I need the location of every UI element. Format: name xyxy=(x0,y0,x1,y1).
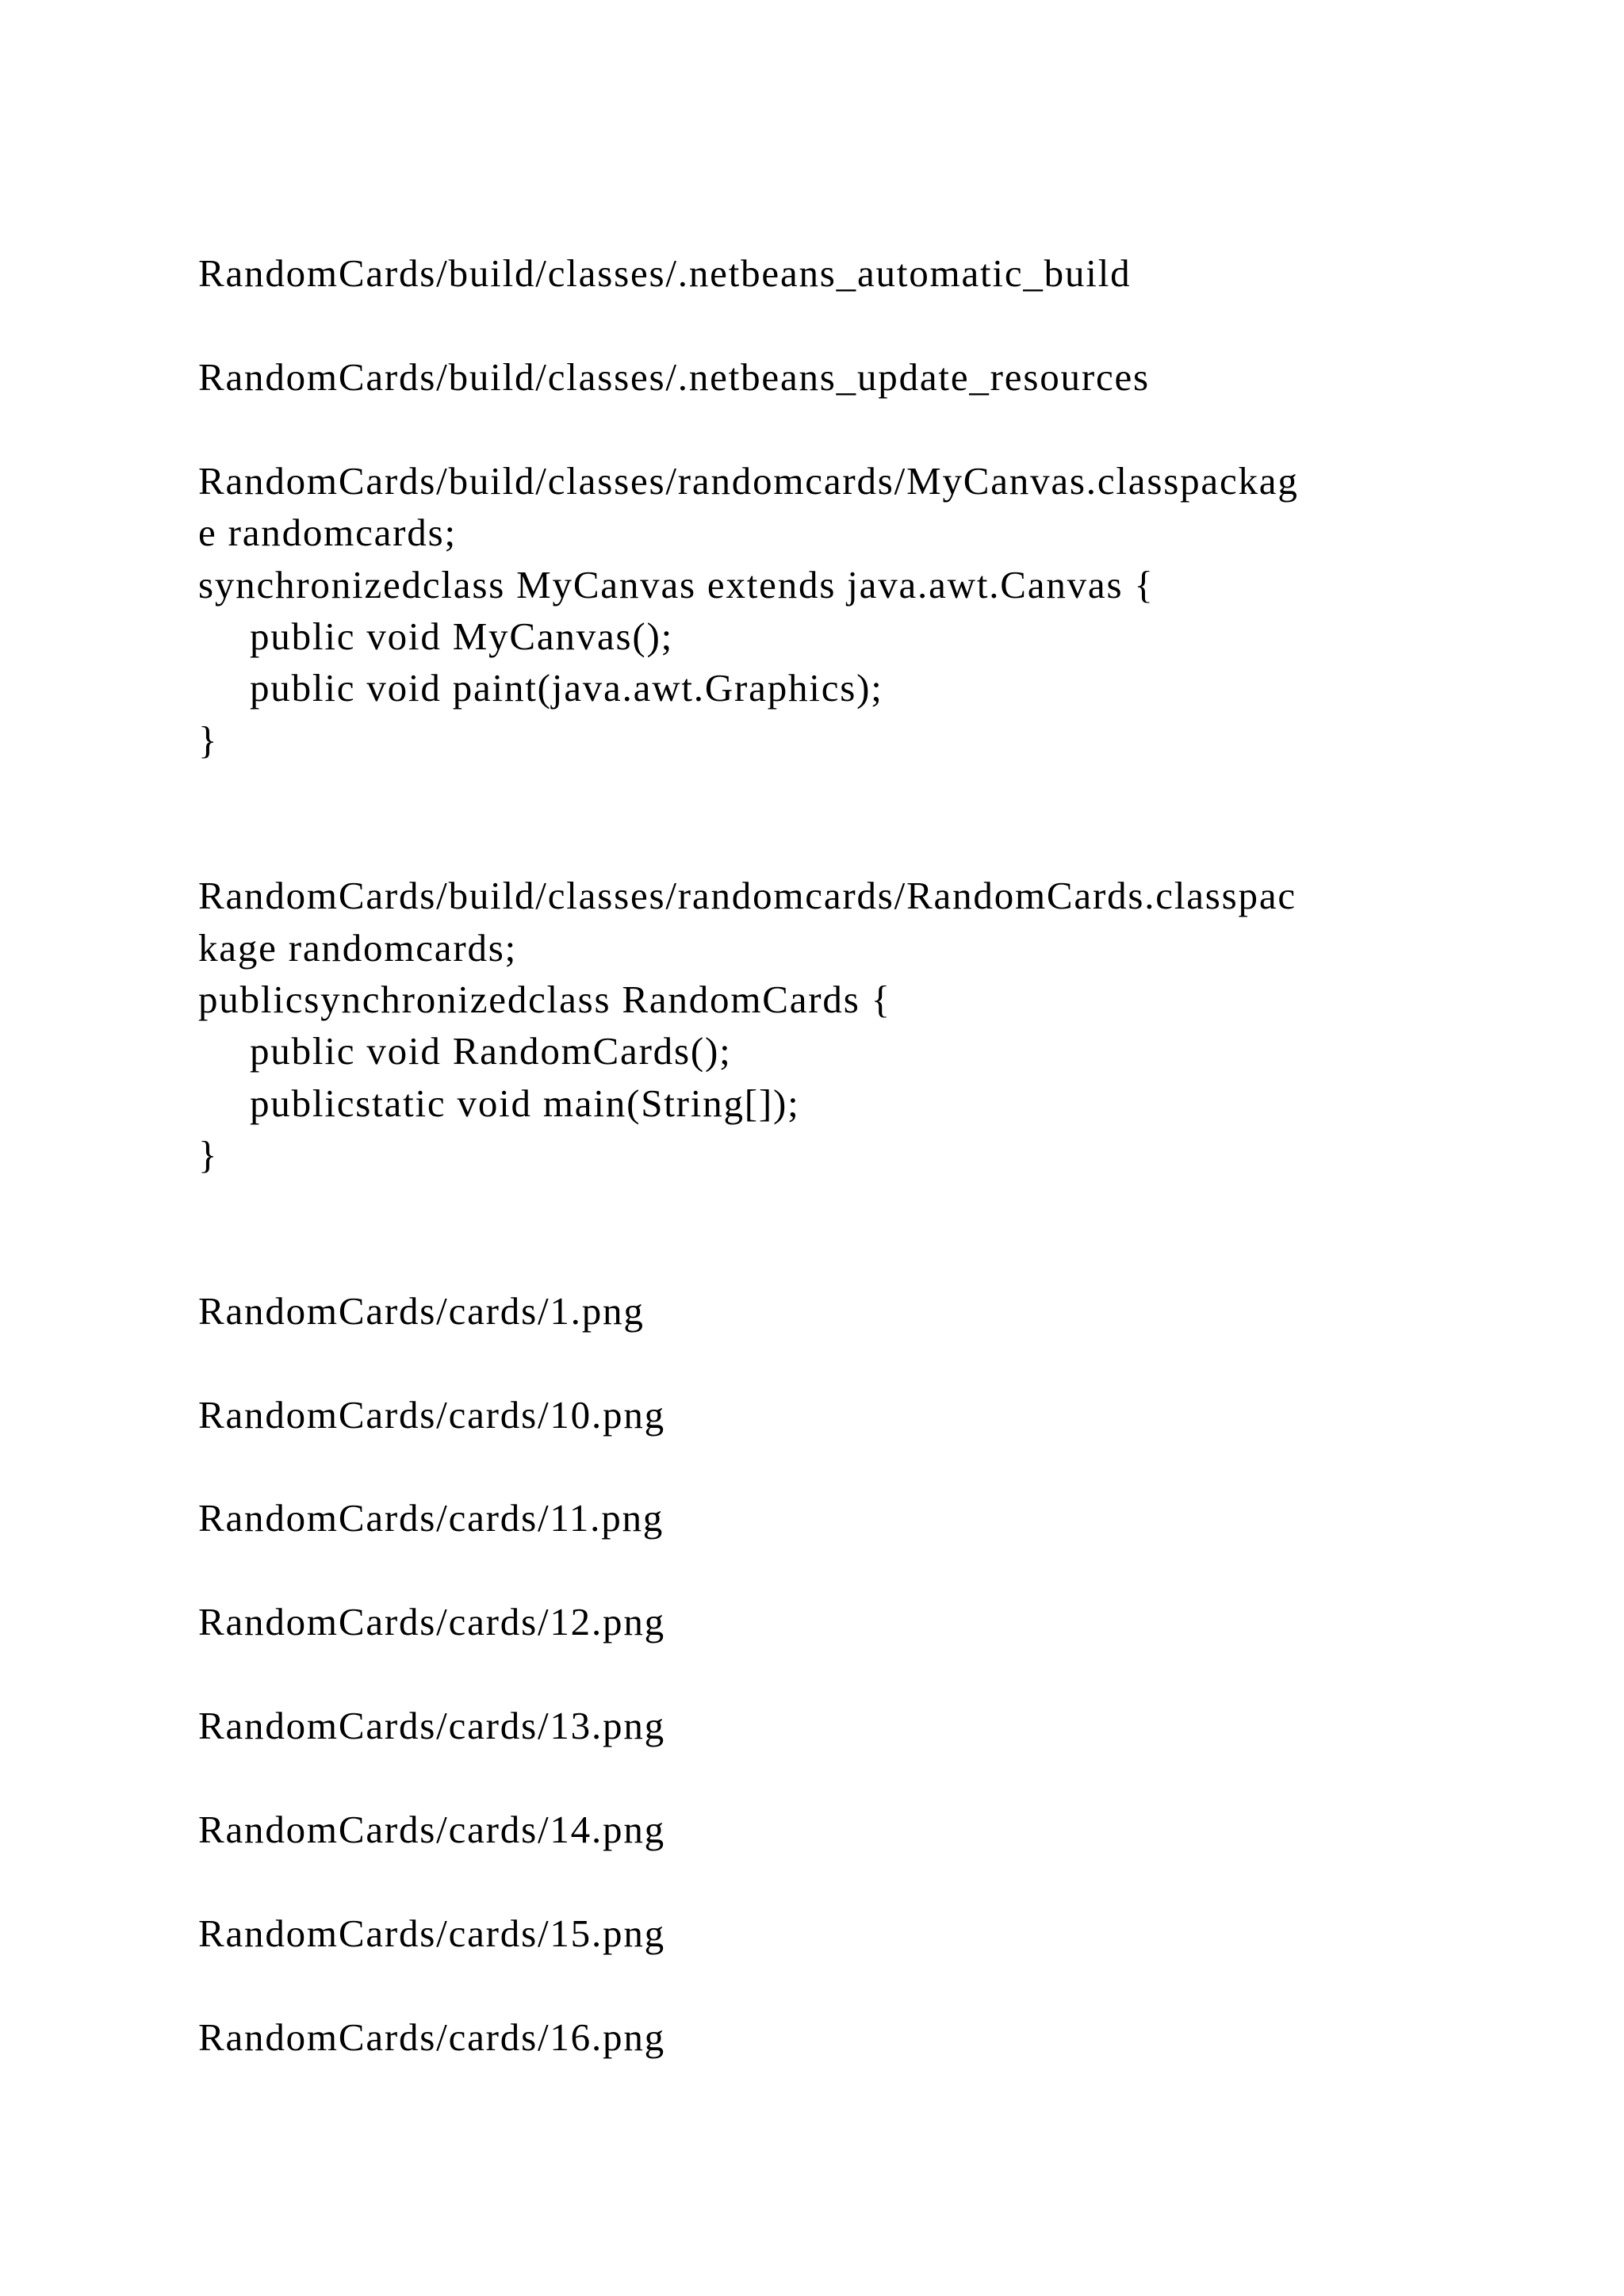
method-mycanvas-constructor: public void MyCanvas(); xyxy=(250,614,674,658)
package-declaration: e randomcards; xyxy=(198,511,457,554)
file-path-card-image: RandomCards/cards/16.png xyxy=(198,2015,665,2059)
method-paint: public void paint(java.awt.Graphics); xyxy=(250,666,883,710)
closing-brace: } xyxy=(198,1133,219,1177)
file-path-mycanvas-class: RandomCards/build/classes/randomcards/MyCanvas.classpackag xyxy=(198,459,1299,503)
file-path-automatic-build: RandomCards/build/classes/.netbeans_automatic_build xyxy=(198,251,1132,295)
file-path-card-image: RandomCards/cards/15.png xyxy=(198,1911,665,1955)
closing-brace: } xyxy=(198,718,219,762)
file-path-card-image: RandomCards/cards/11.png xyxy=(198,1496,665,1540)
file-path-randomcards-class: RandomCards/build/classes/randomcards/RandomCards.classpac xyxy=(198,874,1297,917)
class-declaration-mycanvas: synchronizedclass MyCanvas extends java.awt.Canvas { xyxy=(198,563,1155,607)
file-path-card-image: RandomCards/cards/1.png xyxy=(198,1289,645,1333)
file-path-card-image: RandomCards/cards/10.png xyxy=(198,1393,665,1437)
method-main: publicstatic void main(String[]); xyxy=(250,1081,800,1125)
method-randomcards-constructor: public void RandomCards(); xyxy=(250,1029,732,1073)
file-path-card-image: RandomCards/cards/14.png xyxy=(198,1808,665,1851)
file-path-update-resources: RandomCards/build/classes/.netbeans_update_resources xyxy=(198,355,1150,399)
file-path-card-image: RandomCards/cards/12.png xyxy=(198,1600,665,1644)
class-declaration-randomcards: publicsynchronizedclass RandomCards { xyxy=(198,978,891,1021)
file-path-card-image: RandomCards/cards/13.png xyxy=(198,1704,665,1747)
package-declaration: kage randomcards; xyxy=(198,926,518,970)
